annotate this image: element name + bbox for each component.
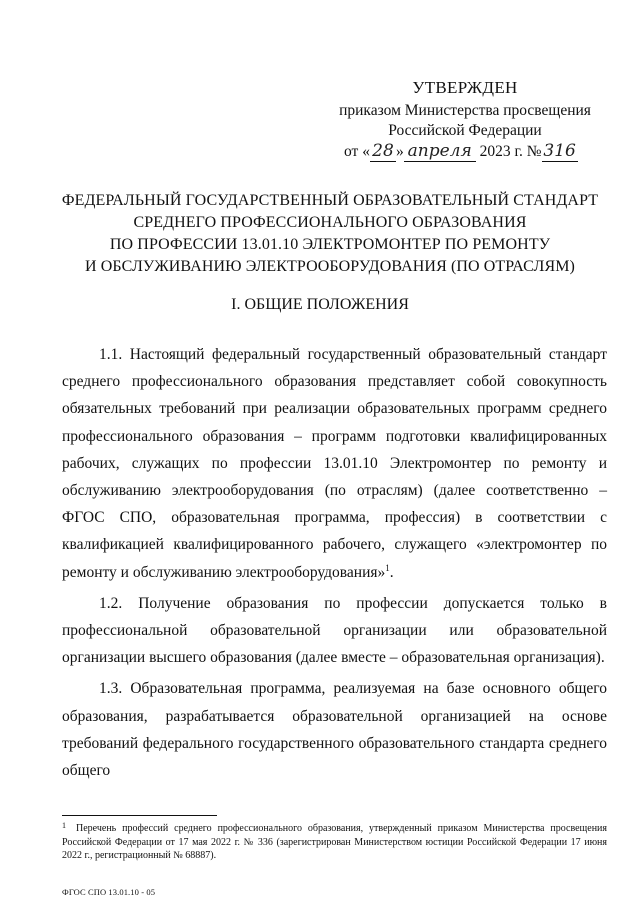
approval-title: УТВЕРЖДЕН (412, 78, 518, 97)
paragraph-1-2: 1.2. Получение образования по профессии допускается только в профессиональной образовательной организации или образовательной организации высшего образования (далее вместе – образовательная организация). (62, 594, 607, 667)
footnote-text: Перечень профессий среднего профессионального образования, утвержденный приказом Министерства просвещения Российской Федерации от 17 мая 2022 г. № 336 (зарегистрирован Министерством юстиции Российской Федерации 17 июня 2022 г., регистрационный № 68887). (62, 823, 607, 861)
title-line-4: И ОБСЛУЖИВАНИЮ ЭЛЕКТРООБОРУДОВАНИЯ (ПО ОТРАСЛЯМ) (85, 258, 575, 275)
date-year: 2023 г. № (479, 143, 542, 160)
title-line-3: ПО ПРОФЕССИИ 13.01.10 ЭЛЕКТРОМОНТЕР ПО РЕМОНТУ (109, 236, 551, 253)
document-title (40, 190, 620, 278)
title-line-1: ФЕДЕРАЛЬНЫЙ ГОСУДАРСТВЕННЫЙ ОБРАЗОВАТЕЛЬНЫЙ СТАНДАРТ (61, 192, 599, 209)
paragraph-1-3: 1.3. Образовательная программа, реализуемая на базе основного общего образования, разрабатывается образовательной организацией на основе требований федерального государственного образовательного стандарта среднего общего (62, 680, 607, 780)
footnote-mark: 1 (62, 821, 66, 830)
page-code: ФГОС СПО 13.01.10 - 05 (62, 887, 156, 897)
date-quote-close: » (395, 143, 404, 160)
handwritten-order-number: 316 (543, 141, 576, 161)
paragraph-1-1-end: . (389, 563, 394, 581)
handwritten-day: 28 (370, 141, 396, 162)
body-text (62, 341, 607, 784)
approval-country-line: Российской Федерации (388, 122, 542, 139)
footnote-divider (62, 815, 217, 816)
paragraph-1-1-text: 1.1. Настоящий федеральный государственный образовательный стандарт среднего профессионального образования представляет собой совокупность обязательных требований при реализации образовательных программ среднего профессионального образования – программ подготовки квалифицированных рабочих, служащих по профессии 13.01.10 Электромонтер по ремонту и обслуживанию электрооборудования (по отраслям) (далее соответственно – ФГОС СПО, образовательная программа, профессия) в соответствии с квалификацией квалифицированного рабочего, служащего «электромонтер по ремонту и обслуживанию электрооборудования» (62, 346, 607, 581)
title-line-2: СРЕДНЕГО ПРОФЕССИОНАЛЬНОГО ОБРАЗОВАНИЯ (133, 214, 527, 231)
footnote (62, 822, 607, 863)
approval-date-line (330, 141, 600, 162)
paragraph-1-1 (62, 341, 607, 586)
section-heading: I. ОБЩИЕ ПОЛОЖЕНИЯ (231, 296, 409, 313)
approval-order-line: приказом Министерства просвещения (339, 102, 591, 119)
footnote-reference: 1 (385, 562, 390, 573)
approval-block (330, 78, 600, 162)
date-prefix: от « (344, 143, 370, 160)
handwritten-month: апреля (404, 141, 476, 162)
